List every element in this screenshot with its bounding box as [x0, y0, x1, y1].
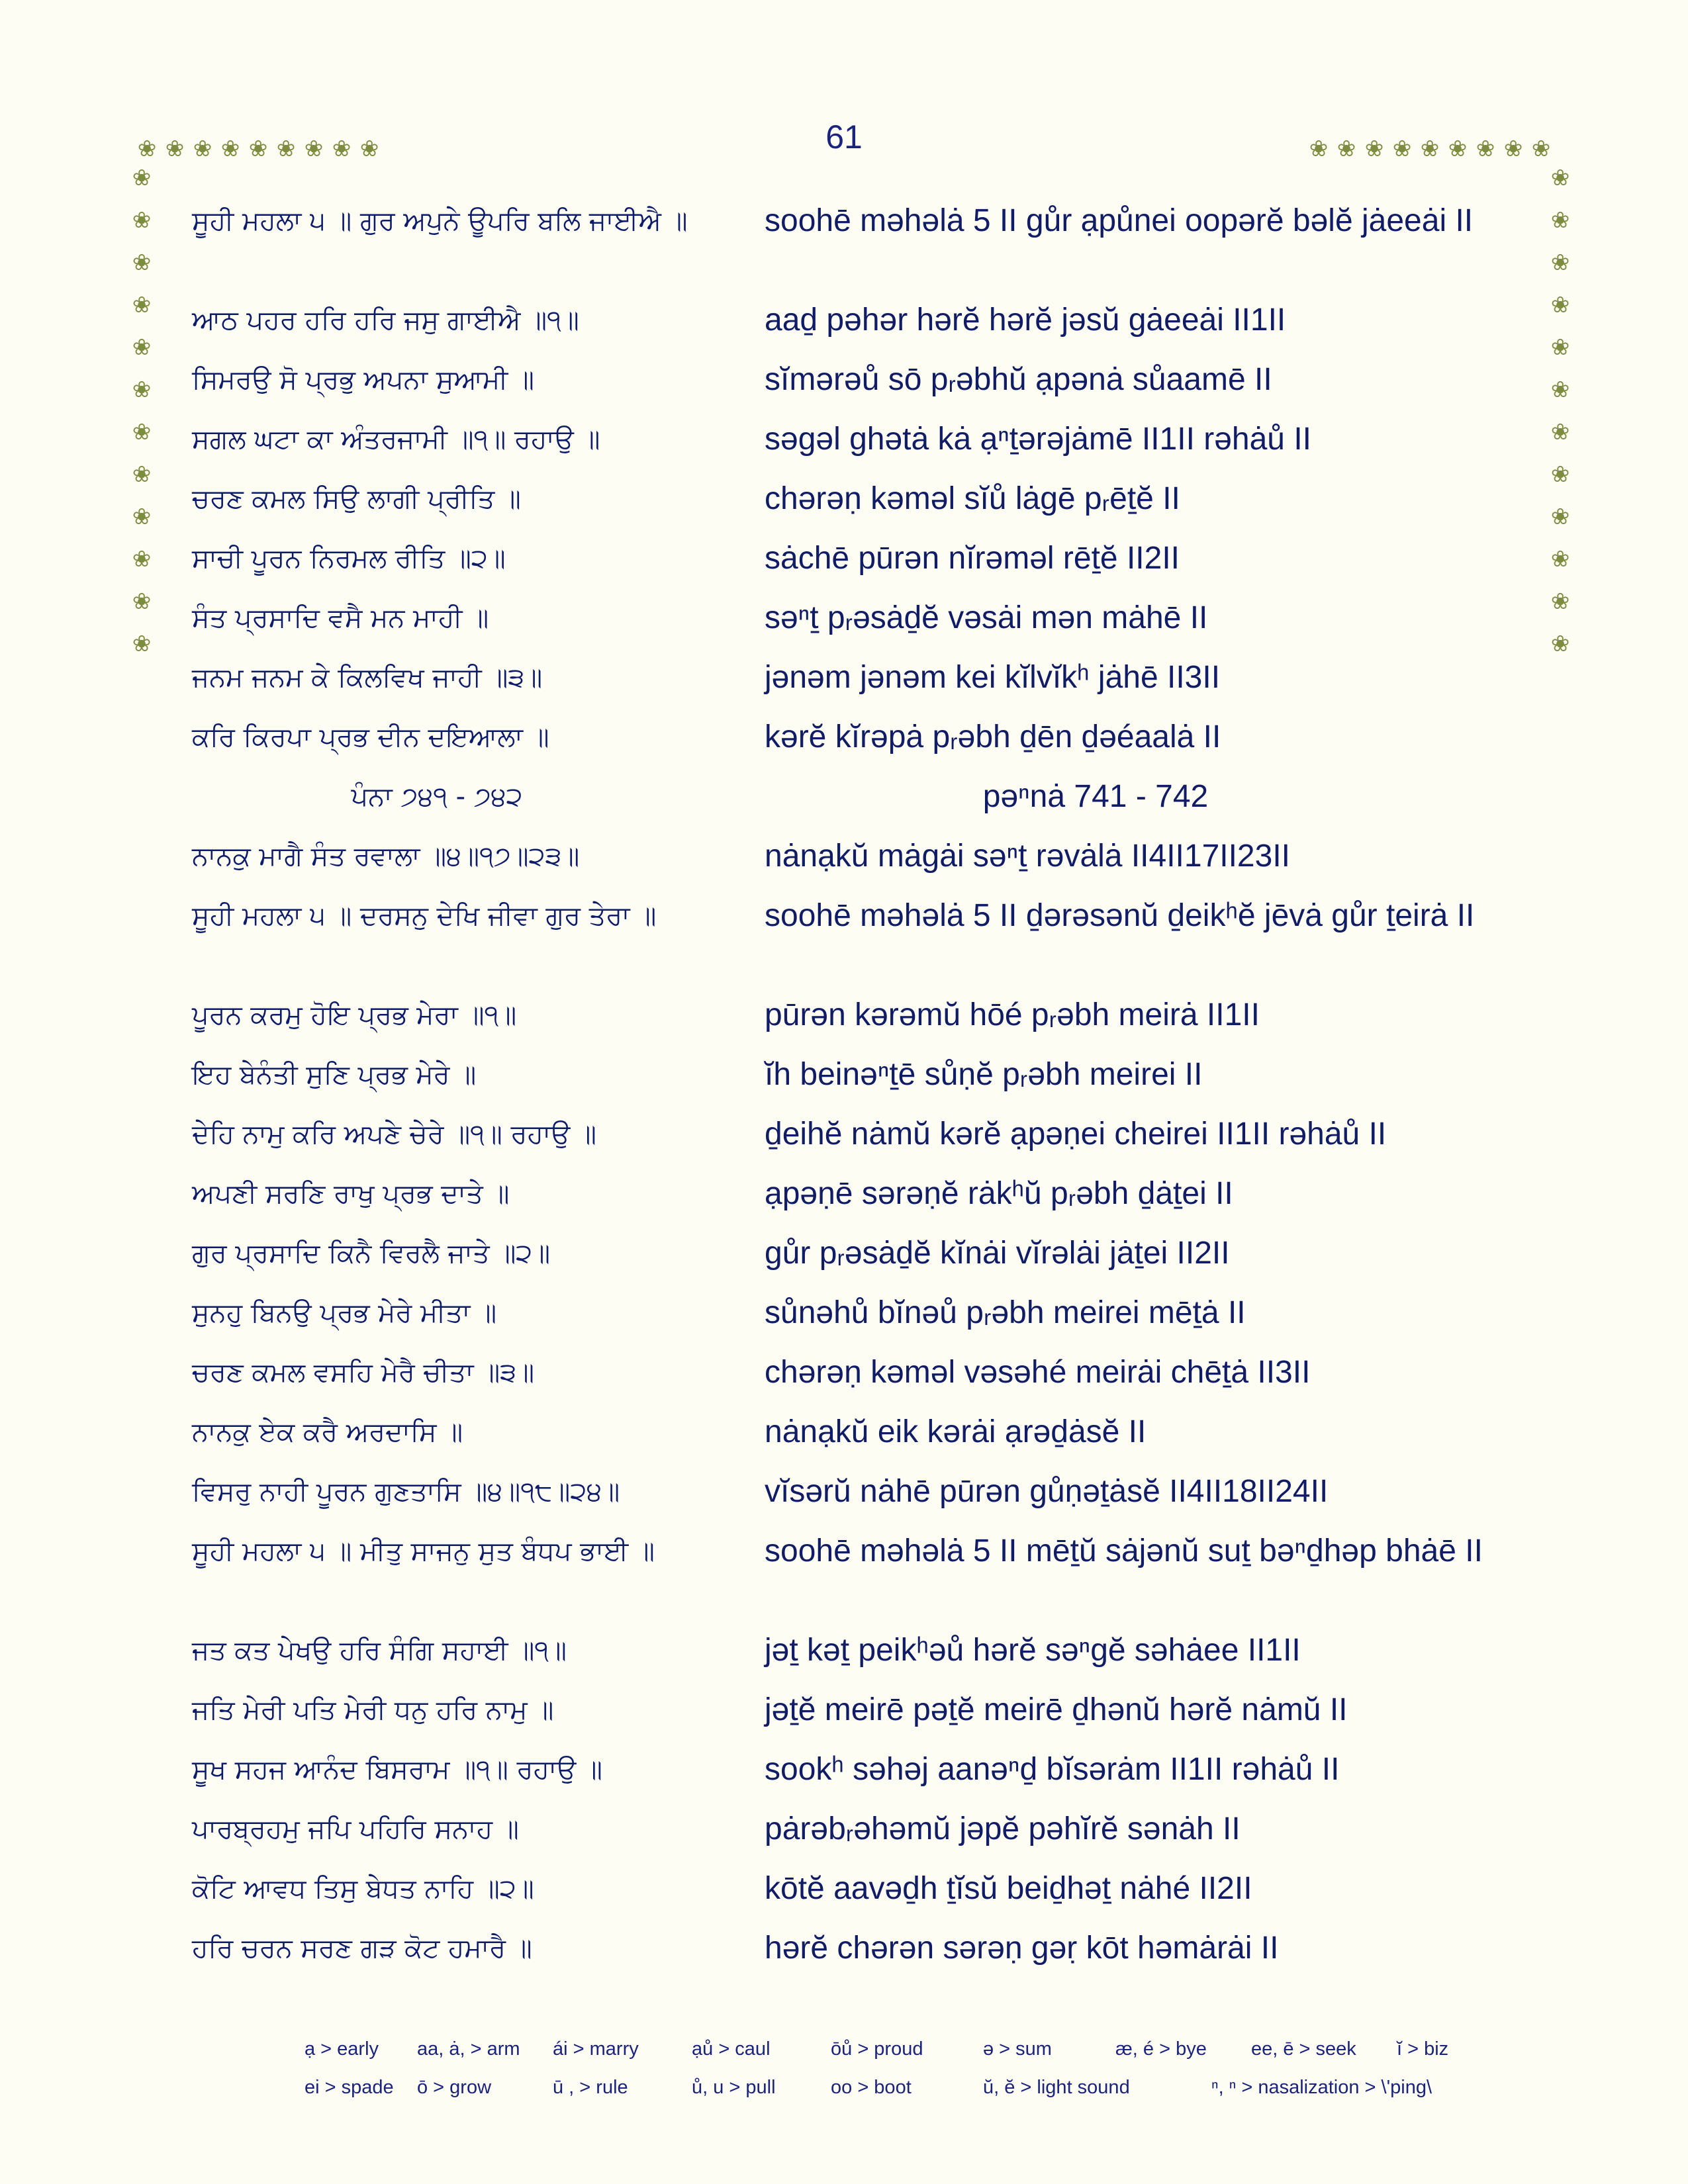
legend-item: aa, ȧ, > arm [417, 2038, 520, 2060]
flower-rosette-icon: ❀ [132, 334, 152, 361]
flower-rosette-icon: ❀ [132, 588, 152, 615]
gurmukhi-line: ਇਹ ਬੇਨੰਤੀ ਸੁਣਿ ਪ੍ਰਭ ਮੇਰੇ ॥ [192, 1060, 477, 1090]
gurmukhi-line: ਚਰਣ ਕਮਲ ਸਿਉ ਲਾਗੀ ਪ੍ਰੀਤਿ ॥ [192, 484, 521, 514]
legend-item: ə > sum [983, 2038, 1052, 2060]
transliteration-line: gůr pᵣəsȧḏĕ kĭnȧi vĭrəlȧi jȧṯei II2II [765, 1236, 1230, 1271]
gurmukhi-line: ਦੇਹਿ ਨਾਮੁ ਕਰਿ ਅਪਣੇ ਚੇਰੇ ॥੧॥ ਰਹਾਉ ॥ [192, 1119, 596, 1150]
transliteration-line: nȧnạkŭ mȧgȧi səⁿṯ rəvȧlȧ II4II17II23II [765, 839, 1290, 874]
flower-rosette-icon: ❀ [132, 165, 152, 191]
flower-rosette-icon: ❀ [1550, 419, 1570, 445]
legend-item: ĭ > biz [1397, 2038, 1449, 2060]
flower-rosette-icon: ❀ [220, 136, 240, 162]
flower-rosette-icon: ❀ [1550, 207, 1570, 234]
flower-rosette-icon: ❀ [132, 504, 152, 530]
gurmukhi-line: ਸੁਨਹੁ ਬਿਨਉ ਪ੍ਰਭ ਮੇਰੇ ਮੀਤਾ ॥ [192, 1298, 497, 1328]
gurmukhi-line: ਕਰਿ ਕਿਰਪਾ ਪ੍ਰਭ ਦੀਨ ਦਇਆਲਾ ॥ [192, 722, 549, 752]
pronunciation-legend [305, 2038, 1496, 2115]
transliteration-line: ḏeihĕ nȧmŭ kərĕ ạpəṇei cheirei II1II rəhȧů II [765, 1116, 1387, 1152]
transliteration-line: hərĕ chərən sərəṇ gəṛ kōt həmȧrȧi II [765, 1931, 1279, 1966]
transliteration-line: ạpəṇē sərəṇĕ rȧkʰŭ pᵣəbh ḏȧṯei II [765, 1176, 1233, 1211]
gurmukhi-line: ਨਾਨਕੁ ਏਕ ਕਰੈ ਅਰਦਾਸਿ ॥ [192, 1417, 463, 1447]
transliteration-line: kərĕ kĭrəpȧ pᵣəbh ḏēn ḏəéaalȧ II [765, 719, 1221, 754]
flower-rosette-icon: ❀ [1550, 631, 1570, 657]
flower-rosette-icon: ❀ [1476, 136, 1495, 162]
transliteration-line: soohē məhəlȧ 5 II gůr ạpůnei oopərĕ bəlĕ jȧeeȧi II [765, 203, 1474, 238]
gurmukhi-line: ਸਗਲ ਘਟਾ ਕਾ ਅੰਤਰਜਾਮੀ ॥੧॥ ਰਹਾਉ ॥ [192, 424, 600, 455]
gurmukhi-line: ਸੂਹੀ ਮਹਲਾ ੫ ॥ ਮੀਤੁ ਸਾਜਨੁ ਸੁਤ ਬੰਧਪ ਭਾਈ ॥ [192, 1536, 655, 1567]
legend-item: ee, ē > seek [1251, 2038, 1356, 2060]
gurmukhi-line: ਸੂਖ ਸਹਜ ਆਨੰਦ ਬਿਸਰਾਮ ॥੧॥ ਰਹਾਉ ॥ [192, 1754, 602, 1785]
flower-rosette-icon: ❀ [137, 136, 157, 162]
transliteration-line: chərəṇ kəməl sĭů lȧgē pᵣēṯĕ II [765, 481, 1180, 516]
page-number: 61 [825, 118, 863, 156]
legend-item: ái > marry [553, 2038, 639, 2060]
flower-rosette-icon: ❀ [1448, 136, 1468, 162]
flower-rosette-icon: ❀ [132, 250, 152, 276]
flower-rosette-icon: ❀ [132, 207, 152, 234]
gurmukhi-line: ਜਤ ਕਤ ਪੇਖਉ ਹਰਿ ਸੰਗਿ ਸਹਾਈ ॥੧॥ [192, 1635, 567, 1666]
flower-rosette-icon: ❀ [1420, 136, 1440, 162]
gurmukhi-line: ਸਾਚੀ ਪੂਰਨ ਨਿਰਮਲ ਰੀਤਿ ॥੨॥ [192, 543, 506, 574]
legend-item: oo > boot [831, 2077, 912, 2098]
flower-rosette-icon: ❀ [1336, 136, 1356, 162]
flower-rosette-icon: ❀ [1364, 136, 1384, 162]
flower-rosette-icon: ❀ [132, 419, 152, 445]
transliteration-line: chərəṇ kəməl vəsəhé meirȧi chēṯȧ II3II [765, 1355, 1311, 1390]
transliteration-line: jəṯĕ meirē pəṯĕ meirē ḏhənŭ hərĕ nȧmŭ II [765, 1692, 1348, 1727]
gurmukhi-line: ਨਾਨਕੁ ਮਾਗੈ ਸੰਤ ਰਵਾਲਾ ॥੪॥੧੭॥੨੩॥ [192, 841, 580, 872]
gurmukhi-line: ਆਠ ਪਹਰ ਹਰਿ ਹਰਿ ਜਸੁ ਗਾਈਐ ॥੧॥ [192, 305, 579, 336]
flower-rosette-icon: ❀ [248, 136, 268, 162]
flower-rosette-icon: ❀ [132, 461, 152, 488]
gurmukhi-line: ਪੂਰਨ ਕਰਮੁ ਹੋਇ ਪ੍ਰਭ ਮੇਰਾ ॥੧॥ [192, 1000, 517, 1030]
gurmukhi-line: ਜਤਿ ਮੇਰੀ ਪਤਿ ਮੇਰੀ ਧਨੁ ਹਰਿ ਨਾਮੁ ॥ [192, 1695, 554, 1725]
legend-item: ạ > early [305, 2038, 379, 2060]
legend-item: ōů > proud [831, 2038, 923, 2060]
gurmukhi-line: ਜਨਮ ਜਨਮ ਕੇ ਕਿਲਵਿਖ ਜਾਹੀ ॥੩॥ [192, 662, 543, 693]
transliteration-line: sookʰ səhəj aanəⁿḏ bĭsərȧm II1II rəhȧů II [765, 1752, 1340, 1787]
legend-item: æ, é > bye [1115, 2038, 1207, 2060]
gurmukhi-line: ਸੂਹੀ ਮਹਲਾ ੫ ॥ ਗੁਰ ਅਪੁਨੇ ਊਪਰਿ ਬਲਿ ਜਾਈਐ ॥ [192, 206, 688, 236]
gurmukhi-line: ਸੰਤ ਪ੍ਰਸਾਦਿ ਵਸੈ ਮਨ ਮਾਹੀ ॥ [192, 603, 489, 633]
legend-item: ⁿ, ⁿ > nasalization > \'ping\ [1211, 2077, 1432, 2098]
flower-rosette-icon: ❀ [193, 136, 212, 162]
flower-rosette-icon: ❀ [1309, 136, 1329, 162]
flower-rosette-icon: ❀ [1550, 377, 1570, 403]
transliteration-line: jənəm jənəm kei kĭlvĭkʰ jȧhē II3II [765, 660, 1221, 695]
flower-rosette-icon: ❀ [1550, 588, 1570, 615]
gurmukhi-line: ਚਰਣ ਕਮਲ ਵਸਹਿ ਮੇਰੈ ਚੀਤਾ ॥੩॥ [192, 1357, 535, 1388]
flower-rosette-icon: ❀ [132, 631, 152, 657]
flower-rosette-icon: ❀ [1503, 136, 1523, 162]
flower-rosette-icon: ❀ [1392, 136, 1412, 162]
gurmukhi-line: ਅਪਣੀ ਸਰਣਿ ਰਾਖੁ ਪ੍ਰਭ ਦਾਤੇ ॥ [192, 1179, 510, 1209]
transliteration-line: vĭsərŭ nȧhē pūrən gůṇəṯȧsĕ II4II18II24II [765, 1474, 1329, 1509]
flower-rosette-icon: ❀ [165, 136, 185, 162]
transliteration-line: pȧrəbᵣəhəmŭ jəpĕ pəhĭrĕ sənȧh II [765, 1811, 1241, 1846]
gurmukhi-line: ਕੋਟਿ ਆਵਧ ਤਿਸੁ ਬੇਧਤ ਨਾਹਿ ॥੨॥ [192, 1874, 534, 1904]
transliteration-line: səgəl ghətȧ kȧ ạⁿṯərəjȧmē II1II rəhȧů II [765, 422, 1312, 457]
transliteration-line: nȧnạkŭ eik kərȧi ạrəḏȧsĕ II [765, 1414, 1147, 1449]
gurmukhi-line: ਪੰਨਾ ੭੪੧ - ੭੪੨ [351, 782, 523, 812]
gurmukhi-line: ਪਾਰਬ੍ਰਹਮੁ ਜਪਿ ਪਹਿਰਿ ਸਨਾਹ ॥ [192, 1814, 519, 1844]
flower-rosette-icon: ❀ [1550, 461, 1570, 488]
flower-rosette-icon: ❀ [1550, 250, 1570, 276]
flower-rosette-icon: ❀ [1550, 165, 1570, 191]
flower-rosette-icon: ❀ [1550, 292, 1570, 318]
flower-rosette-icon: ❀ [1550, 546, 1570, 572]
transliteration-line: ĭh beinəⁿṯē sůṇĕ pᵣəbh meirei II [765, 1057, 1203, 1092]
gurmukhi-line: ਵਿਸਰੁ ਨਾਹੀ ਪੂਰਨ ਗੁਣਤਾਸਿ ॥੪॥੧੮॥੨੪॥ [192, 1477, 620, 1507]
transliteration-line: soohē məhəlȧ 5 II mēṯŭ sȧjənŭ suṯ bəⁿḏhəp bhȧē II [765, 1533, 1483, 1569]
legend-item: ō > grow [417, 2077, 492, 2098]
transliteration-line: sȧchē pūrən nĭrəməl rēṯĕ II2II [765, 541, 1180, 576]
flower-rosette-icon: ❀ [276, 136, 296, 162]
gurmukhi-line: ਸੂਹੀ ਮਹਲਾ ੫ ॥ ਦਰਸਨੁ ਦੇਖਿ ਜੀਵਾ ਗੁਰ ਤੇਰਾ ॥ [192, 901, 657, 931]
legend-item: ạů > caul [692, 2038, 771, 2060]
flower-rosette-icon: ❀ [1550, 504, 1570, 530]
transliteration-line: kōtĕ aavəḏh ṯĭsŭ beiḏhəṯ nȧhé II2II [765, 1871, 1252, 1906]
legend-item: ů, u > pull [692, 2077, 776, 2098]
flower-rosette-icon: ❀ [132, 377, 152, 403]
legend-item: ei > spade [305, 2077, 394, 2098]
flower-rosette-icon: ❀ [359, 136, 379, 162]
legend-item: ŭ, ĕ > light sound [983, 2077, 1130, 2098]
flower-rosette-icon: ❀ [1531, 136, 1551, 162]
transliteration-line: pəⁿnȧ 741 - 742 [982, 779, 1209, 814]
flower-rosette-icon: ❀ [132, 292, 152, 318]
transliteration-line: jəṯ kəṯ peikʰəů hərĕ səⁿgĕ səhȧee II1II [765, 1633, 1301, 1668]
flower-rosette-icon: ❀ [1550, 334, 1570, 361]
gurmukhi-line: ਹਰਿ ਚਰਨ ਸਰਣ ਗੜ ਕੋਟ ਹਮਾਰੈ ॥ [192, 1933, 532, 1964]
transliteration-line: pūrən kərəmŭ hōé pᵣəbh meirȧ II1II [765, 997, 1260, 1032]
flower-rosette-icon: ❀ [132, 546, 152, 572]
gurmukhi-line: ਸਿਮਰਉ ਸੋ ਪ੍ਰਭੁ ਅਪਨਾ ਸੁਆਮੀ ॥ [192, 365, 535, 395]
legend-row [305, 2077, 1496, 2115]
flower-rosette-icon: ❀ [332, 136, 352, 162]
flower-rosette-icon: ❀ [304, 136, 324, 162]
transliteration-line: sůnəhů bĭnəů pᵣəbh meirei mēṯȧ II [765, 1295, 1246, 1330]
transliteration-line: aaḏ pəhər hərĕ hərĕ jəsŭ gȧeeȧi II1II [765, 302, 1286, 338]
legend-item: ū , > rule [553, 2077, 628, 2098]
transliteration-line: soohē məhəlȧ 5 II ḏərəsənŭ ḏeikʰĕ jēvȧ gůr ṯeirȧ II [765, 898, 1475, 933]
gurmukhi-line: ਗੁਰ ਪ੍ਰਸਾਦਿ ਕਿਨੈ ਵਿਰਲੈ ਜਾਤੇ ॥੨॥ [192, 1238, 551, 1269]
transliteration-line: səⁿṯ pᵣəsȧḏĕ vəsȧi mən mȧhē II [765, 600, 1208, 635]
transliteration-line: sĭmərəů sō pᵣəbhŭ ạpənȧ sůaamē II [765, 362, 1272, 397]
legend-row [305, 2038, 1496, 2077]
